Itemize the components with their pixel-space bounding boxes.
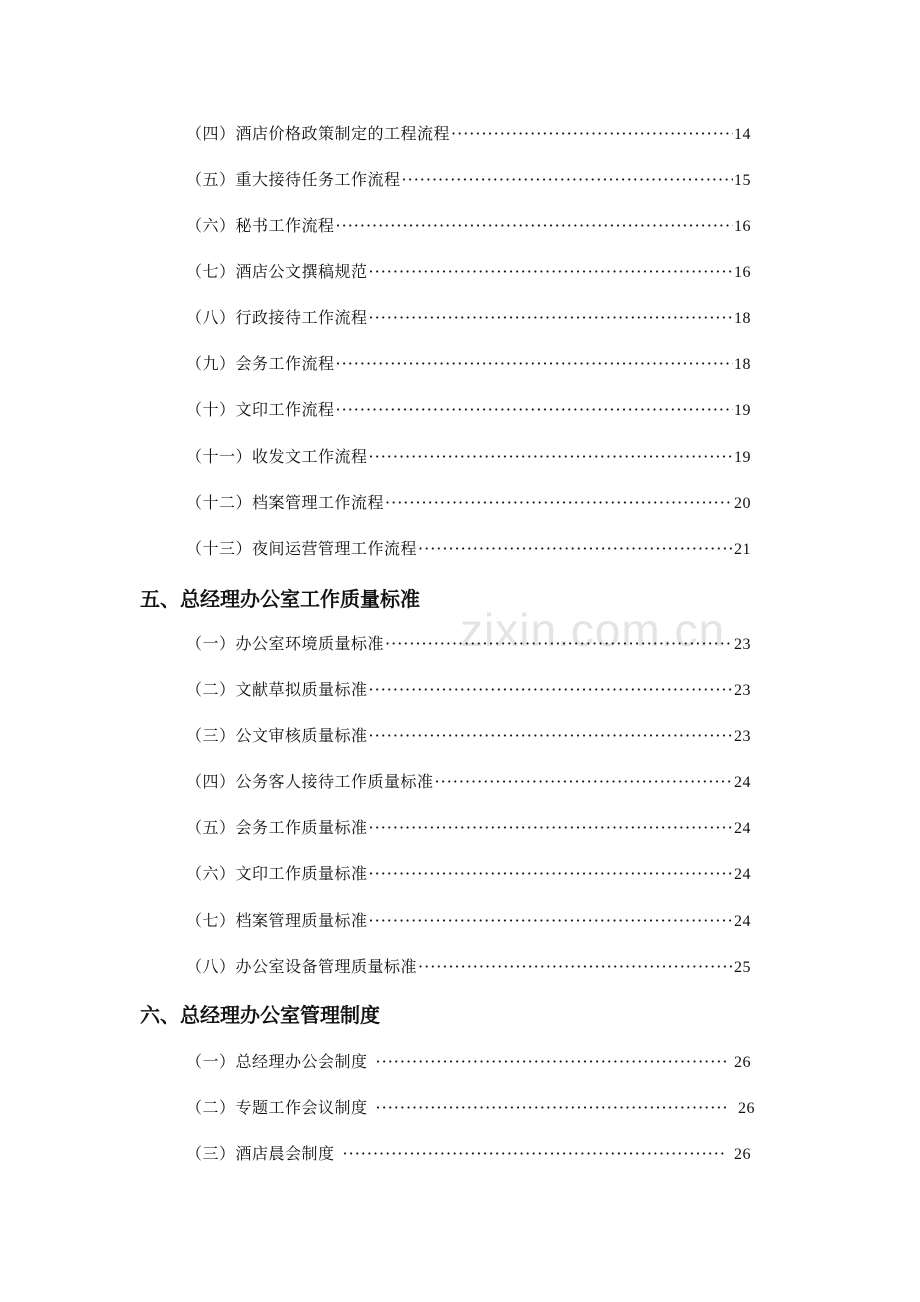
toc-entry-page: 23 <box>734 636 751 653</box>
toc-entry-label: （七）档案管理质量标准 <box>186 911 368 930</box>
toc-entry-page: 24 <box>734 774 751 791</box>
toc-entry-page: 25 <box>734 959 751 976</box>
toc-entry-label: （一）办公室环境质量标准 <box>186 634 385 653</box>
toc-entry-page: 21 <box>734 541 751 558</box>
toc-entry[interactable] <box>186 862 751 886</box>
dot-leader <box>402 168 733 192</box>
toc-entry-label: （十）文印工作流程 <box>186 400 335 419</box>
toc-entry[interactable] <box>186 770 751 794</box>
toc-entry-label: （九）会务工作流程 <box>186 354 335 373</box>
toc-entry-label: （一）总经理办公会制度 <box>186 1052 368 1071</box>
toc-entry-label: （十三）夜间运营管理工作流程 <box>186 539 418 558</box>
toc-entry[interactable] <box>186 491 751 515</box>
toc-entry-page: 26 <box>738 1100 755 1117</box>
toc-entry[interactable] <box>186 1096 755 1120</box>
section-heading[interactable]: 六、总经理办公室管理制度 <box>140 1003 380 1027</box>
toc-entry-page: 24 <box>734 866 751 883</box>
toc-entry-label: （五）会务工作质量标准 <box>186 818 368 837</box>
toc-entry[interactable] <box>186 816 751 840</box>
toc-entry-page: 18 <box>734 310 751 327</box>
toc-entry[interactable] <box>186 955 751 979</box>
toc-entry-label: （四）酒店价格政策制定的工程流程 <box>186 124 451 143</box>
toc-entry[interactable] <box>186 398 751 422</box>
dot-leader <box>369 260 733 284</box>
dot-leader <box>385 632 733 656</box>
toc-entry[interactable] <box>186 445 751 469</box>
toc-entry-page: 26 <box>734 1054 751 1071</box>
toc-entry-label: （十一）收发文工作流程 <box>186 447 368 466</box>
dot-leader <box>369 678 733 702</box>
toc-entry-label: （二）专题工作会议制度 <box>186 1098 368 1117</box>
toc-entry[interactable] <box>186 352 751 376</box>
toc-entry-page: 24 <box>734 820 751 837</box>
toc-entry[interactable] <box>186 260 751 284</box>
toc-entry-label: （三）酒店晨会制度 <box>186 1144 335 1163</box>
dot-leader <box>343 1142 726 1166</box>
toc-entry[interactable] <box>186 1050 751 1074</box>
dot-leader <box>369 445 733 469</box>
toc-entry[interactable] <box>186 214 751 238</box>
toc-entry[interactable] <box>186 678 751 702</box>
dot-leader <box>369 909 733 933</box>
toc-entry-label: （十二）档案管理工作流程 <box>186 493 385 512</box>
dot-leader <box>336 352 733 376</box>
toc-entry[interactable] <box>186 724 751 748</box>
toc-entry-label: （三）公文审核质量标准 <box>186 726 368 745</box>
toc-entry-page: 16 <box>734 264 751 281</box>
dot-leader <box>336 214 733 238</box>
toc-entry-label: （八）办公室设备管理质量标准 <box>186 957 418 976</box>
toc-entry-page: 26 <box>734 1146 751 1163</box>
dot-leader <box>369 816 733 840</box>
toc-entry-page: 14 <box>734 126 751 143</box>
dot-leader <box>435 770 733 794</box>
toc-entry[interactable] <box>186 122 751 146</box>
toc-entry[interactable] <box>186 537 751 561</box>
toc-entry-page: 23 <box>734 682 751 699</box>
dot-leader <box>336 398 733 422</box>
toc-entry-page: 18 <box>734 356 751 373</box>
toc-entry-label: （二）文献草拟质量标准 <box>186 680 368 699</box>
toc-entry-label: （八）行政接待工作流程 <box>186 308 368 327</box>
toc-entry-label: （七）酒店公文撰稿规范 <box>186 262 368 281</box>
toc-entry[interactable] <box>186 168 751 192</box>
toc-entry-page: 19 <box>734 449 751 466</box>
toc-entry-label: （六）文印工作质量标准 <box>186 864 368 883</box>
toc-entry[interactable] <box>186 632 751 656</box>
toc-entry[interactable] <box>186 306 751 330</box>
section-heading[interactable]: 五、总经理办公室工作质量标准 <box>140 587 420 611</box>
dot-leader <box>369 306 733 330</box>
dot-leader <box>418 537 733 561</box>
toc-entry-page: 19 <box>734 402 751 419</box>
toc-entry-label: （五）重大接待任务工作流程 <box>186 170 401 189</box>
toc-entry-page: 24 <box>734 913 751 930</box>
dot-leader <box>451 122 733 146</box>
toc-entry-page: 23 <box>734 728 751 745</box>
toc-entry-label: （四）公务客人接待工作质量标准 <box>186 772 434 791</box>
dot-leader <box>369 724 733 748</box>
toc-entry-page: 15 <box>734 172 751 189</box>
dot-leader <box>385 491 733 515</box>
toc-entry[interactable] <box>186 1142 751 1166</box>
dot-leader <box>369 862 733 886</box>
toc-entry-page: 16 <box>734 218 751 235</box>
toc-entry[interactable] <box>186 909 751 933</box>
dot-leader <box>376 1096 730 1120</box>
dot-leader <box>418 955 733 979</box>
dot-leader <box>376 1050 726 1074</box>
toc-entry-label: （六）秘书工作流程 <box>186 216 335 235</box>
watermark: zixin.com.cn <box>460 604 726 656</box>
toc-entry-page: 20 <box>734 495 751 512</box>
